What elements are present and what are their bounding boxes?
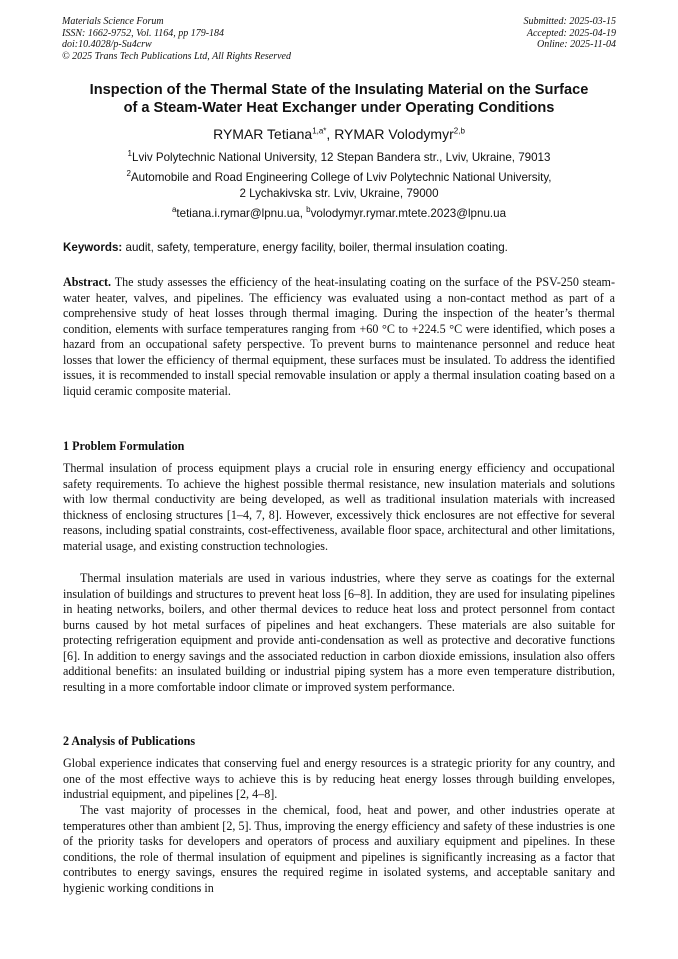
section-2-heading: 2 Analysis of Publications: [63, 734, 196, 748]
journal-copyright: © 2025 Trans Tech Publications Ltd, All Rights Reserved: [62, 50, 291, 62]
author-2-superscript: 2,b: [453, 126, 465, 136]
accepted-date: Accepted: 2025-04-19: [526, 27, 616, 39]
journal-issn: ISSN: 1662-9752, Vol. 1164, pp 179-184: [62, 27, 225, 39]
abstract: [63, 275, 615, 399]
affiliation-1-text: Lviv Polytechnic National University, 12 Stepan Bandera str., Lviv, Ukraine, 79013: [132, 151, 551, 164]
affiliation-2: [40, 170, 638, 201]
author-2-name: RYMAR Volodymyr: [334, 126, 454, 142]
email-a[interactable]: tetiana.i.rymar@lpnu.ua: [176, 207, 300, 220]
online-date: Online: 2025-11-04: [537, 39, 616, 50]
keywords: [63, 240, 618, 255]
journal-header: [62, 16, 291, 62]
email-b-superscript: b: [306, 205, 311, 215]
section-1-paragraph-1: Thermal insulation of process equipment plays a crucial role in ensuring energy efficiency and occupational safety requirements. To achieve the highest possible thermal resistance, new insulation materials and solutions with low thermal conductivity are being developed, as well as traditional insulation materials with increased thickness of enclosing structures [1–4, 7, 8]. However, excessively thick enclosures are not effective for several reasons, including spatial constraints, cost-effectiveness, available floor space, architectural and other limitations, material usage, and existing construction technologies.: [63, 461, 615, 553]
abstract-text: The study assesses the efficiency of the heat-insulating coating on the surface of the PSV-250 steam-water heater, valves, and pipelines. The efficiency was evaluated using a non-contact method as part of a comprehensive study of heat losses through thermal imaging. During the inspection of the heater’s thermal condition, elements with surface temperatures ranging from +60 °C to +224.5 °C were identified, which poses a hazard from an occupational safety perspective. To prevent burns to maintenance personnel and reduce heat losses that lower the efficiency of thermal equipment, these surfaces must be insulated. To address the identified issues, it is recommended to install special removable insulation or apply a thermal insulation coating based on a liquid ceramic composite material.: [63, 275, 615, 398]
affiliation-1: [40, 150, 638, 166]
author-emails: [40, 206, 638, 222]
section-1-heading: 1 Problem Formulation: [63, 439, 185, 453]
author-separator: ,: [326, 126, 335, 142]
keywords-text: audit, safety, temperature, energy facility, boiler, thermal insulation coating.: [122, 241, 508, 254]
author-list: [40, 125, 638, 143]
section-1-paragraph-2: Thermal insulation materials are used in various industries, where they serve as coatings for the external insulation of buildings and structures to prevent heat loss [6–8]. In addition, they are used for insulating pipelines in heating networks, boilers, and other thermal devices to reduce heat loss and protect personnel from contact burns caused by hot metal surfaces of pipelines and heat exchangers. These materials are also suitable for protecting refrigeration equipment and provide anti-condensation as well as protective and decorative functions [6]. In addition to energy savings and the associated reduction in carbon dioxide emissions, insulation also offers additional benefits: an insulated building or industrial piping system has a more even temperature distribution, resulting in a more comfortable indoor climate or improved system performance.: [63, 571, 615, 694]
title-line-1: Inspection of the Thermal State of the Insulating Material on the Surface: [89, 82, 589, 98]
section-2-paragraph-1: Global experience indicates that conserving fuel and energy resources is a strategic priority for any country, and one of the most effective ways to achieve this is by reducing heat energy losses through building envelopes, industrial equipment, and pipelines [2, 4–8].: [63, 756, 615, 802]
submission-dates: [524, 16, 617, 51]
submitted-date: Submitted: 2025-03-15: [523, 16, 616, 27]
title-line-2: of a Steam-Water Heat Exchanger under Operating Conditions: [123, 100, 555, 116]
paper-title: [40, 81, 638, 117]
email-a-superscript: a: [171, 205, 177, 215]
author-1-superscript: 1,a*: [312, 126, 327, 136]
section-2-paragraph-2: The vast majority of processes in the chemical, food, heat and power, and other industries operate at temperatures other than ambient [2, 5]. Thus, improving the energy efficiency and safety of these industries is one of the priority tasks for developers and operators of process and auxiliary equipment and pipelines. In these conditions, the role of thermal insulation of equipment and pipelines is significantly increasing as a factor that contributes to energy savings, ensures the required regime in isolated systems, and acceptable sanitary and hygienic working conditions in: [63, 803, 615, 895]
affiliation-2-superscript: 2: [126, 169, 131, 179]
email-separator: ,: [299, 207, 307, 220]
keywords-label: Keywords:: [63, 241, 123, 254]
affiliation-2-line-1: Automobile and Road Engineering College of Lviv Polytechnic National University,: [130, 171, 552, 184]
affiliation-2-line-2: 2 Lychakivska str. Lviv, Ukraine, 79000: [239, 186, 439, 200]
journal-name: Materials Science Forum: [62, 16, 164, 27]
email-b[interactable]: volodymyr.rymar.mtete.2023@lpnu.ua: [310, 207, 507, 220]
journal-doi: doi:10.4028/p-Su4crw: [62, 39, 152, 50]
affiliation-1-superscript: 1: [127, 149, 132, 159]
abstract-label: Abstract.: [63, 275, 112, 289]
author-1-name: RYMAR Tetiana: [213, 126, 313, 142]
